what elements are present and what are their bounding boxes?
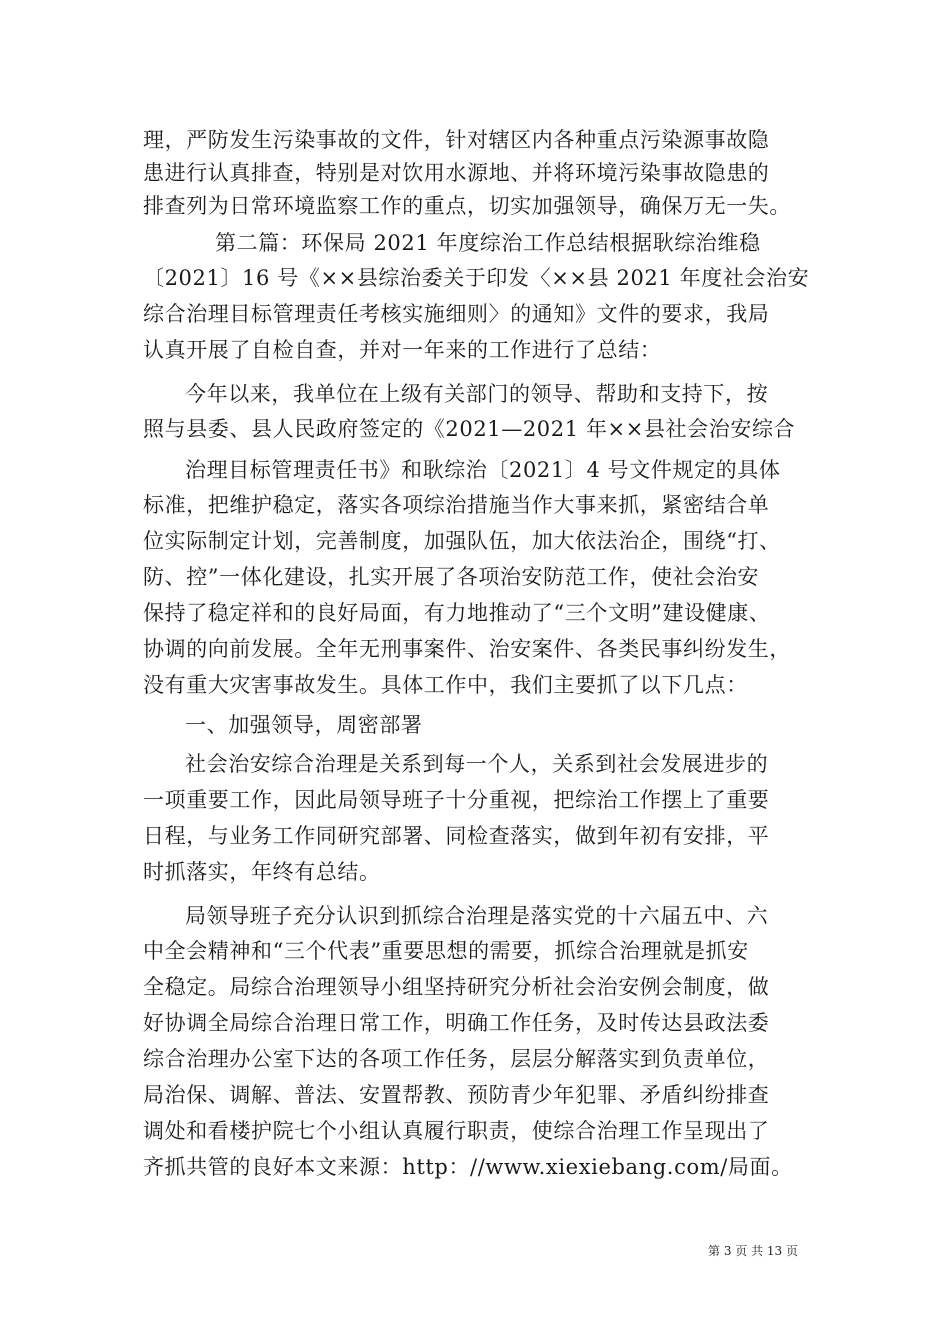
body-line: 局领导班子充分认识到抓综合治理是落实党的十六届五中、六 bbox=[185, 904, 769, 928]
body-line: 时抓落实，年终有总结。 bbox=[143, 860, 381, 884]
body-line: 一项重要工作，因此局领导班子十分重视，把综治工作摆上了重要 bbox=[143, 788, 770, 812]
page-number-footer: 第 3 页 共 13 页 bbox=[708, 1244, 798, 1258]
body-line: 理，严防发生污染事故的文件，针对辖区内各种重点污染源事故隐 bbox=[143, 128, 770, 152]
body-line: 综合治理办公室下达的各项工作任务，层层分解落实到负责单位， bbox=[143, 1047, 770, 1071]
body-line: 保持了稳定祥和的良好局面，有力地推动了“三个文明”建设健康、 bbox=[143, 601, 771, 625]
subheading-line: 一、加强领导，周密部署 bbox=[185, 713, 423, 737]
body-line: 标准，把维护稳定，落实各项综治措施当作大事来抓，紧密结合单 bbox=[143, 493, 770, 517]
body-line: 防、控”一体化建设，扎实开展了各项治安防范工作，使社会治安 bbox=[143, 565, 760, 589]
body-line: 治理目标管理责任书》和耿综治〔2021〕4 号文件规定的具体 bbox=[185, 458, 781, 482]
body-line: 综合治理目标管理责任考核实施细则〉的通知》文件的要求，我局 bbox=[143, 302, 770, 326]
body-line: 调处和看楼护院七个小组认真履行职责，使综合治理工作呈现出了 bbox=[143, 1119, 770, 1143]
body-line: 今年以来，我单位在上级有关部门的领导、帮助和支持下，按 bbox=[185, 382, 769, 406]
body-line: 齐抓共管的良好本文来源：http：//www.xiexiebang.com/局面。 bbox=[143, 1155, 793, 1179]
body-line: 位实际制定计划，完善制度，加强队伍，加大依法治企，围绕“打、 bbox=[143, 529, 781, 553]
body-line: 照与县委、县人民政府签定的《2021—2021 年××县社会治安综合 bbox=[143, 417, 796, 441]
body-line: 社会治安综合治理是关系到每一个人，关系到社会发展进步的 bbox=[185, 752, 769, 776]
body-line: 〔2021〕16 号《××县综治委关于印发〈××县 2021 年度社会治安 bbox=[143, 266, 810, 290]
body-line: 中全会精神和“三个代表”重要思想的需要，抓综合治理就是抓安 bbox=[143, 939, 749, 963]
section-heading-line: 第二篇：环保局 2021 年度综治工作总结根据耿综治维稳 bbox=[215, 231, 761, 255]
body-line: 没有重大灾害事故发生。具体工作中，我们主要抓了以下几点： bbox=[143, 673, 748, 697]
body-line: 全稳定。局综合治理领导小组坚持研究分析社会治安例会制度，做 bbox=[143, 975, 770, 999]
body-line: 患进行认真排查，特别是对饮用水源地、并将环境污染事故隐患的 bbox=[143, 161, 770, 185]
body-line: 协调的向前发展。全年无刑事案件、治安案件、各类民事纠纷发生， bbox=[143, 637, 791, 661]
body-line: 好协调全局综合治理日常工作，明确工作任务，及时传达县政法委 bbox=[143, 1011, 770, 1035]
body-line: 排查列为日常环境监察工作的重点，切实加强领导，确保万无一失。 bbox=[143, 194, 791, 218]
body-line: 日程，与业务工作同研究部署、同检查落实，做到年初有安排，平 bbox=[143, 824, 770, 848]
body-line: 局治保、调解、普法、安置帮教、预防青少年犯罪、矛盾纠纷排查 bbox=[143, 1083, 770, 1107]
body-line: 认真开展了自检自查，并对一年来的工作进行了总结： bbox=[143, 338, 662, 362]
